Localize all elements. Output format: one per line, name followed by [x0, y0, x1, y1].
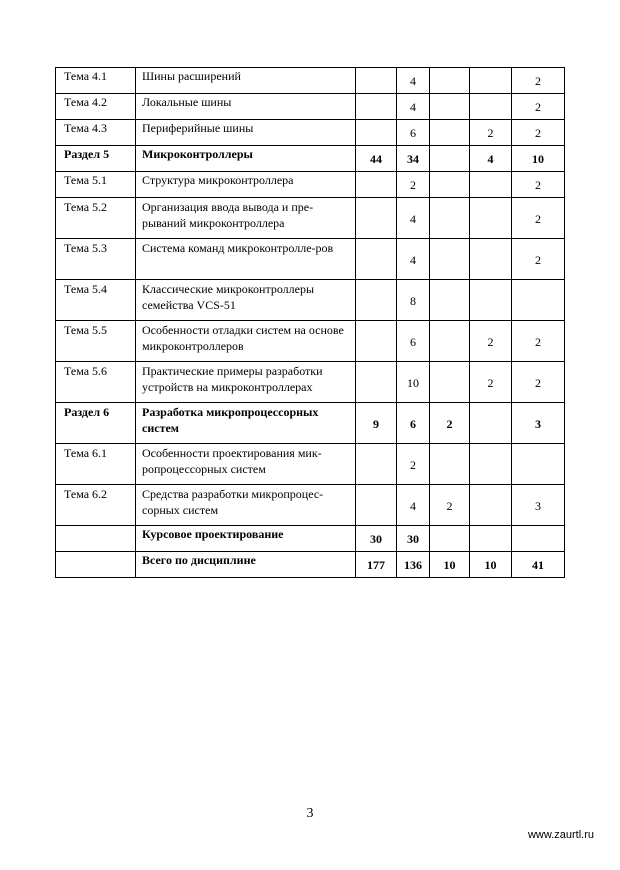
cell-self-study: 41 [512, 552, 565, 578]
table-row [56, 239, 565, 280]
cell-labs [470, 485, 512, 526]
table-row [56, 68, 565, 94]
cell-practice [430, 68, 470, 94]
cell-total [356, 198, 397, 239]
cell-self-study: 10 [512, 146, 565, 172]
cell-code: Тема 6.2 [56, 485, 136, 526]
cell-total [356, 362, 397, 403]
cell-practice [430, 280, 470, 321]
table-row [56, 94, 565, 120]
cell-title: Особенности отладки систем на основе микроконтроллеров [136, 321, 356, 362]
cell-practice: 2 [430, 403, 470, 444]
cell-title: Организация ввода вывода и пре-рываний микроконтроллера [136, 198, 356, 239]
cell-title: Система команд микроконтролле-ров [136, 239, 356, 280]
cell-self-study: 2 [512, 198, 565, 239]
cell-practice [430, 444, 470, 485]
table-row [56, 552, 565, 578]
cell-code: Тема 4.1 [56, 68, 136, 94]
cell-code: Тема 6.1 [56, 444, 136, 485]
cell-practice: 2 [430, 485, 470, 526]
cell-code: Тема 5.5 [56, 321, 136, 362]
cell-lectures: 30 [397, 526, 430, 552]
cell-total: 44 [356, 146, 397, 172]
table-body [56, 68, 565, 578]
cell-labs: 10 [470, 552, 512, 578]
site-watermark: www.zaurtl.ru [527, 829, 594, 841]
cell-labs [470, 403, 512, 444]
cell-practice [430, 120, 470, 146]
cell-labs [470, 526, 512, 552]
cell-lectures: 8 [397, 280, 430, 321]
cell-practice [430, 94, 470, 120]
cell-labs: 2 [470, 321, 512, 362]
cell-practice [430, 526, 470, 552]
cell-self-study: 2 [512, 68, 565, 94]
cell-code [56, 552, 136, 578]
cell-total [356, 280, 397, 321]
cell-self-study [512, 526, 565, 552]
cell-total: 177 [356, 552, 397, 578]
cell-title: Разработка микропроцессорных систем [136, 403, 356, 444]
cell-total [356, 239, 397, 280]
table-row [56, 444, 565, 485]
cell-lectures: 4 [397, 68, 430, 94]
cell-self-study: 3 [512, 485, 565, 526]
cell-code: Тема 4.2 [56, 94, 136, 120]
cell-labs [470, 280, 512, 321]
table-row [56, 120, 565, 146]
cell-total [356, 120, 397, 146]
table-row [56, 403, 565, 444]
cell-code: Тема 5.6 [56, 362, 136, 403]
table-row [56, 362, 565, 403]
cell-total [356, 444, 397, 485]
cell-labs: 2 [470, 362, 512, 403]
table-row [56, 172, 565, 198]
cell-self-study [512, 444, 565, 485]
cell-practice [430, 146, 470, 172]
cell-lectures: 34 [397, 146, 430, 172]
cell-total [356, 94, 397, 120]
cell-labs [470, 172, 512, 198]
cell-total [356, 68, 397, 94]
cell-practice: 10 [430, 552, 470, 578]
cell-code: Тема 5.3 [56, 239, 136, 280]
table-row [56, 321, 565, 362]
cell-code: Тема 5.1 [56, 172, 136, 198]
cell-code: Тема 5.4 [56, 280, 136, 321]
syllabus-table [55, 67, 565, 578]
cell-labs: 2 [470, 120, 512, 146]
cell-lectures: 4 [397, 198, 430, 239]
cell-total [356, 485, 397, 526]
cell-labs [470, 239, 512, 280]
cell-lectures: 6 [397, 321, 430, 362]
cell-practice [430, 172, 470, 198]
cell-practice [430, 198, 470, 239]
cell-title: Локальные шины [136, 94, 356, 120]
cell-practice [430, 321, 470, 362]
cell-self-study: 3 [512, 403, 565, 444]
table-row [56, 526, 565, 552]
cell-code: Раздел 6 [56, 403, 136, 444]
cell-labs: 4 [470, 146, 512, 172]
cell-self-study: 2 [512, 362, 565, 403]
cell-code: Тема 5.2 [56, 198, 136, 239]
cell-title: Структура микроконтроллера [136, 172, 356, 198]
cell-lectures: 6 [397, 403, 430, 444]
table-row [56, 280, 565, 321]
cell-lectures: 136 [397, 552, 430, 578]
cell-code: Тема 4.3 [56, 120, 136, 146]
cell-title: Всего по дисциплине [136, 552, 356, 578]
cell-practice [430, 362, 470, 403]
cell-lectures: 4 [397, 94, 430, 120]
cell-lectures: 10 [397, 362, 430, 403]
cell-labs [470, 444, 512, 485]
cell-title: Периферийные шины [136, 120, 356, 146]
cell-lectures: 2 [397, 444, 430, 485]
cell-total: 30 [356, 526, 397, 552]
cell-total [356, 172, 397, 198]
table-row [56, 146, 565, 172]
cell-total [356, 321, 397, 362]
cell-lectures: 4 [397, 239, 430, 280]
cell-self-study [512, 280, 565, 321]
cell-title: Практические примеры разработки устройств на микроконтроллерах [136, 362, 356, 403]
cell-labs [470, 68, 512, 94]
cell-title: Микроконтроллеры [136, 146, 356, 172]
cell-self-study: 2 [512, 120, 565, 146]
cell-labs [470, 198, 512, 239]
cell-code [56, 526, 136, 552]
cell-lectures: 6 [397, 120, 430, 146]
cell-title: Средства разработки микропроцес-сорных систем [136, 485, 356, 526]
cell-title: Классические микроконтроллеры семейства VCS-51 [136, 280, 356, 321]
table-row [56, 198, 565, 239]
cell-labs [470, 94, 512, 120]
page-number: 3 [306, 806, 314, 821]
cell-total: 9 [356, 403, 397, 444]
cell-lectures: 2 [397, 172, 430, 198]
cell-code: Раздел 5 [56, 146, 136, 172]
cell-title: Шины расширений [136, 68, 356, 94]
table-row [56, 485, 565, 526]
cell-practice [430, 239, 470, 280]
cell-self-study: 2 [512, 94, 565, 120]
cell-self-study: 2 [512, 172, 565, 198]
cell-title: Особенности проектирования мик-ропроцессорных систем [136, 444, 356, 485]
cell-lectures: 4 [397, 485, 430, 526]
cell-title: Курсовое проектирование [136, 526, 356, 552]
cell-self-study: 2 [512, 239, 565, 280]
cell-self-study: 2 [512, 321, 565, 362]
